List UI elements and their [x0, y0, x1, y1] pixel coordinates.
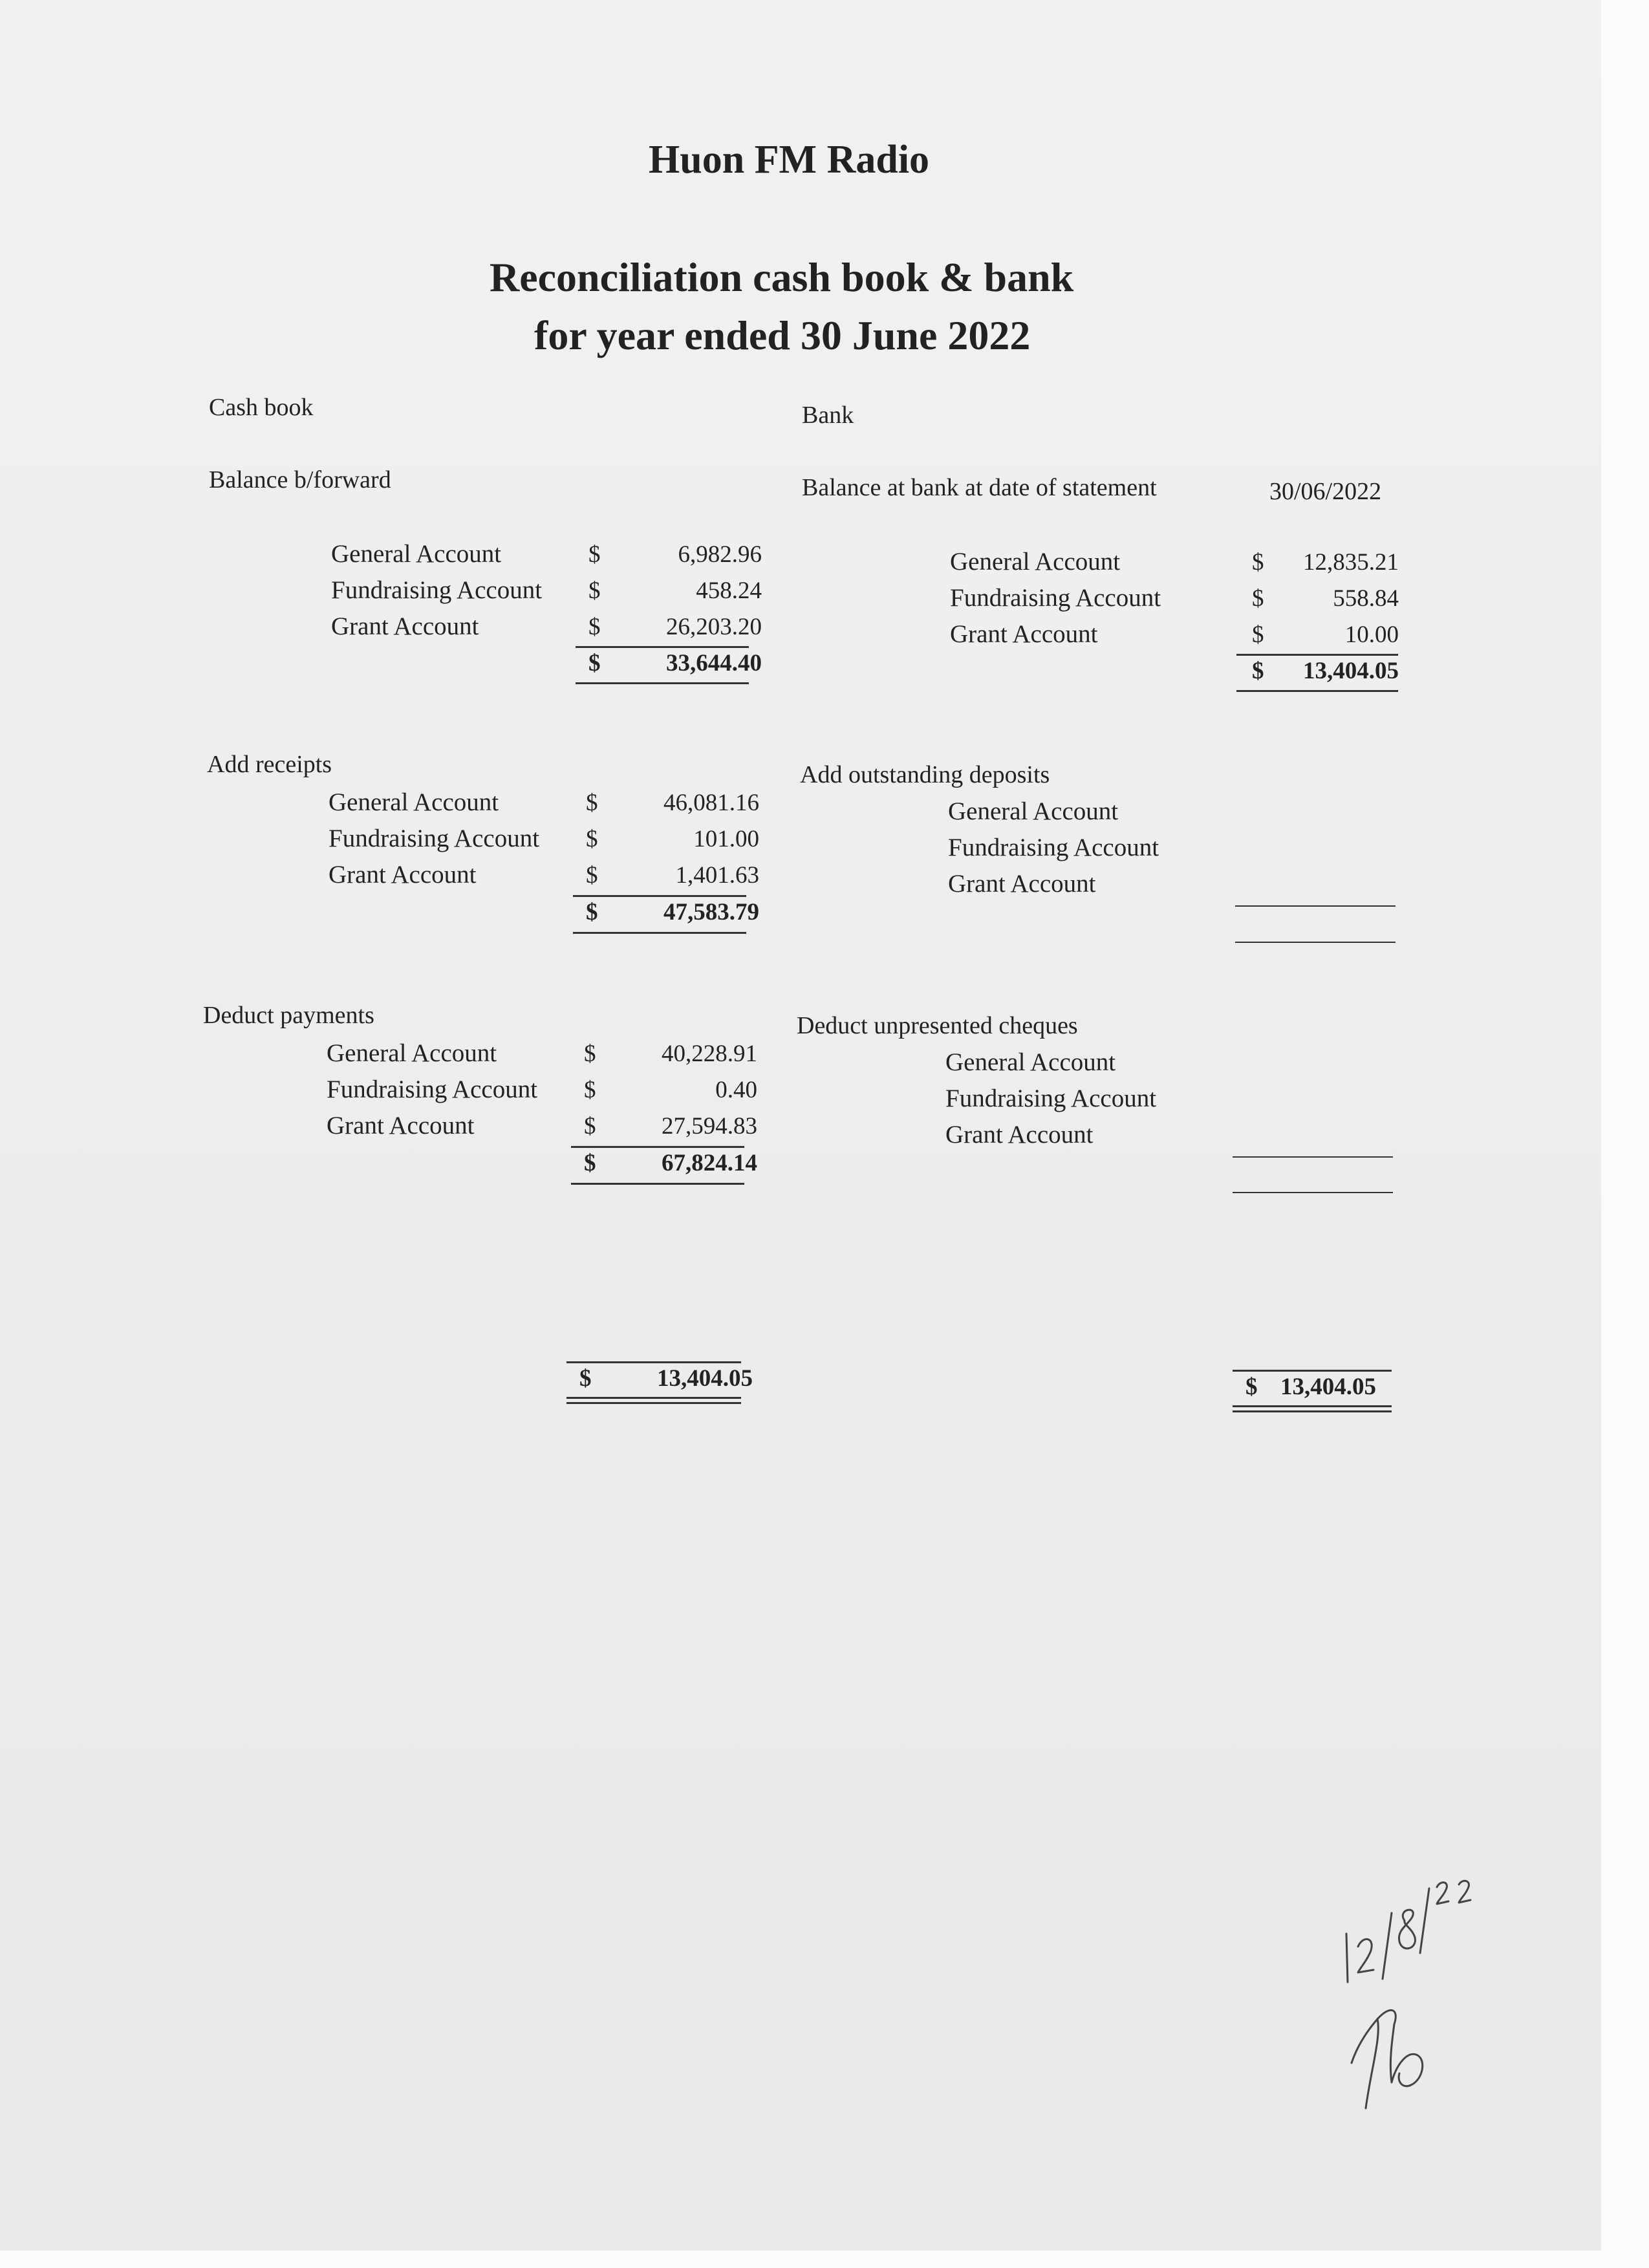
cb-rec-general-label: General Account — [329, 788, 499, 816]
report-title-line1: Reconciliation cash book & bank — [490, 254, 1074, 300]
cb-bf-subtotal-rule — [576, 646, 749, 648]
bank-final-top-rule — [1233, 1370, 1392, 1372]
cb-final-balance: $ 13,404.05 — [579, 1365, 753, 1392]
cash-book-heading: Cash book — [209, 394, 314, 421]
dep-grant-label: Grant Account — [948, 870, 1096, 898]
bank-fundraising-amount: $ 558.84 — [1252, 585, 1399, 612]
chq-general-label: General Account — [945, 1048, 1116, 1076]
cb-pay-total-rule — [571, 1183, 744, 1185]
scan-margin-bottom — [0, 2251, 1649, 2268]
handwritten-date-12-8-22 — [1346, 1881, 1471, 1982]
bank-grant-amount: $ 10.00 — [1252, 621, 1399, 648]
bank-grant-label: Grant Account — [950, 620, 1098, 648]
cb-pay-grant-amount: $ 27,594.83 — [584, 1113, 757, 1139]
statement-date: 30/06/2022 — [1269, 478, 1382, 505]
cb-bf-general-amount: $ 6,982.96 — [588, 541, 762, 568]
cb-pay-fundraising-label: Fundraising Account — [327, 1075, 538, 1103]
cb-pay-total: $ 67,824.14 — [584, 1150, 757, 1176]
bank-final-double-rule-1 — [1233, 1405, 1392, 1407]
dep-general-label: General Account — [948, 797, 1119, 825]
cb-pay-grant-label: Grant Account — [327, 1112, 475, 1139]
outstanding-deposits-label: Add outstanding deposits — [800, 761, 1050, 788]
scan-margin-right — [1601, 0, 1649, 2268]
deduct-payments-label: Deduct payments — [203, 1002, 374, 1029]
handwritten-annotation — [1332, 1850, 1487, 2121]
bank-balance-label: Balance at bank at date of statement — [802, 474, 1157, 501]
cb-final-double-rule-1 — [566, 1397, 741, 1399]
dep-subtotal-rule — [1235, 905, 1396, 907]
bank-heading: Bank — [802, 402, 854, 429]
add-receipts-label: Add receipts — [207, 751, 332, 778]
bank-fundraising-label: Fundraising Account — [950, 584, 1161, 612]
handwritten-initials — [1352, 2010, 1423, 2108]
chq-total-rule — [1233, 1192, 1393, 1193]
cb-rec-total-rule — [573, 932, 746, 934]
cb-rec-fundraising-amount: $ 101.00 — [586, 826, 759, 852]
bank-total: $ 13,404.05 — [1252, 658, 1399, 684]
balance-bf-label: Balance b/forward — [209, 466, 391, 493]
unpresented-cheques-label: Deduct unpresented cheques — [797, 1012, 1078, 1039]
cb-bf-total-rule — [576, 682, 749, 684]
report-title-line2: for year ended 30 June 2022 — [534, 312, 1031, 358]
chq-grant-label: Grant Account — [945, 1121, 1094, 1149]
cb-bf-total: $ 33,644.40 — [588, 650, 762, 676]
cb-bf-fundraising-amount: $ 458.24 — [588, 578, 762, 604]
cb-rec-total: $ 47,583.79 — [586, 899, 759, 925]
cb-bf-grant-label: Grant Account — [331, 612, 479, 640]
cb-pay-fundraising-amount: $ 0.40 — [584, 1077, 757, 1103]
cb-rec-fundraising-label: Fundraising Account — [329, 825, 540, 852]
cb-final-double-rule-2 — [566, 1402, 741, 1404]
cb-pay-subtotal-rule — [571, 1146, 744, 1148]
cb-final-top-rule — [566, 1361, 741, 1363]
cb-pay-general-label: General Account — [327, 1039, 497, 1067]
cb-rec-grant-label: Grant Account — [329, 861, 477, 889]
cb-bf-fundraising-label: Fundraising Account — [331, 576, 543, 604]
bank-subtotal-rule — [1236, 654, 1398, 656]
dep-fundraising-label: Fundraising Account — [948, 834, 1159, 861]
chq-subtotal-rule — [1233, 1156, 1393, 1158]
bank-final-balance: $ 13,404.05 — [1245, 1374, 1376, 1400]
cb-rec-general-amount: $ 46,081.16 — [586, 790, 759, 816]
bank-general-amount: $ 12,835.21 — [1252, 549, 1399, 576]
organization-title: Huon FM Radio — [649, 138, 930, 182]
cb-rec-grant-amount: $ 1,401.63 — [586, 862, 759, 889]
bank-general-label: General Account — [950, 548, 1121, 576]
dep-total-rule — [1235, 942, 1396, 943]
bank-final-double-rule-2 — [1233, 1410, 1392, 1412]
chq-fundraising-label: Fundraising Account — [945, 1085, 1157, 1112]
bank-total-rule — [1236, 690, 1398, 692]
cb-rec-subtotal-rule — [573, 895, 746, 897]
cb-pay-general-amount: $ 40,228.91 — [584, 1041, 757, 1067]
cb-bf-general-label: General Account — [331, 540, 502, 568]
cb-bf-grant-amount: $ 26,203.20 — [588, 614, 762, 640]
